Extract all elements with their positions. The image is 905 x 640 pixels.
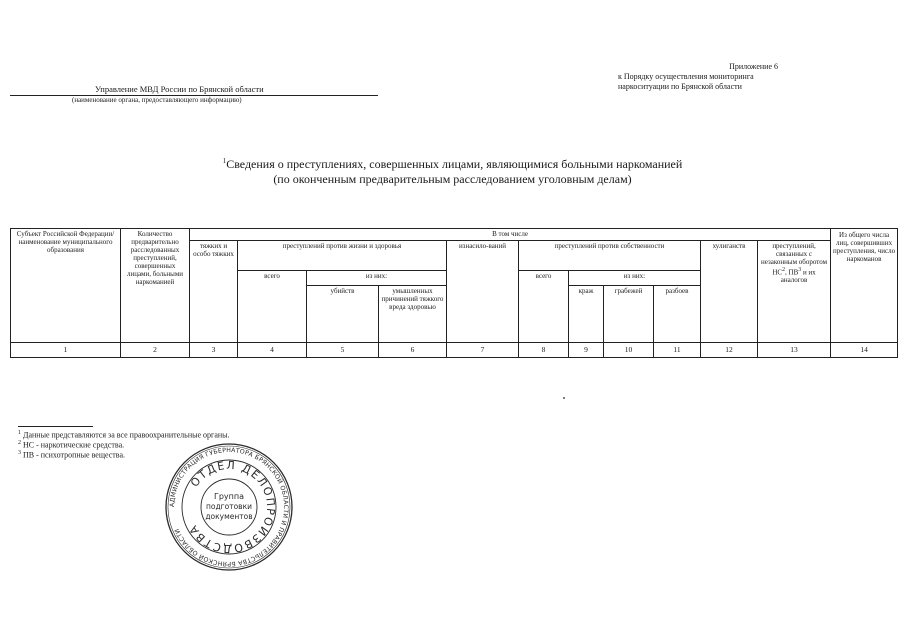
column-number: 7	[447, 342, 519, 357]
title-line-2: (по оконченным предварительным расследованием уголовным делам)	[273, 172, 632, 186]
column-number: 5	[307, 342, 379, 357]
drug-related-text-3: и их аналогов	[780, 268, 816, 285]
column-number: 14	[831, 342, 898, 357]
appendix-number: Приложение 6	[729, 62, 778, 71]
appendix-block	[618, 62, 798, 92]
header-rape: изнасило-ваний	[447, 240, 519, 342]
drug-related-text-2: , ПВ	[785, 268, 799, 277]
header-count: Количество предварительно расследованных преступлений, совершенных лицами, больными наркоманией	[121, 229, 190, 343]
header-property-of-them: из них:	[569, 271, 701, 286]
footnote-text: НС - наркотические средства.	[23, 440, 125, 450]
column-number: 6	[379, 342, 447, 357]
header-including: В том числе	[190, 229, 831, 241]
header-life-total: всего	[238, 271, 307, 343]
column-number: 9	[569, 342, 604, 357]
footnote-mark: 1	[18, 430, 21, 436]
stamp-outer-textpath: АДМИНИСТРАЦИЯ ГУБЕРНАТОРА БРЯНСКОЙ ОБЛАСТИ И ПРАВИТЕЛЬСТВА БРЯНСКОЙ ОБЛАСТИ	[168, 446, 290, 568]
appendix-line-2: к Порядку осуществления мониторинга	[618, 72, 754, 81]
organization-name: Управление МВД России по Брянской области	[95, 84, 264, 94]
header-against-life: преступлений против жизни и здоровья	[238, 240, 447, 270]
title-footnote-mark: 1	[222, 157, 227, 165]
column-number: 10	[604, 342, 654, 357]
column-number: 4	[238, 342, 307, 357]
stamp-center-line-1: Группа	[213, 492, 245, 501]
column-number: 3	[190, 342, 238, 357]
stamp-center-line-3: документов	[205, 512, 253, 521]
document-title	[0, 154, 905, 187]
footnote-mark: 3	[18, 450, 21, 456]
column-number: 2	[121, 342, 190, 357]
drug-related-sup-1: 2	[782, 266, 786, 273]
stamp-inner-textpath: ОТДЕЛ ДЕЛОПРОИЗВОДСТВА	[186, 458, 278, 556]
title-line-1: Сведения о преступлениях, совершенных лицами, являющимися больными наркоманией	[226, 157, 683, 171]
footnote-text: ПВ - психотропные вещества.	[23, 450, 126, 460]
footnote-mark: 2	[18, 440, 21, 446]
header-life-of-them: из них:	[307, 271, 447, 286]
footnote-3	[18, 448, 125, 461]
column-number: 12	[701, 342, 758, 357]
column-number: 11	[654, 342, 701, 357]
scan-speck	[563, 397, 565, 399]
header-robberies: грабежей	[604, 286, 654, 342]
drug-related-sup-2: 3	[798, 266, 802, 273]
header-against-property: преступлений против собственности	[519, 240, 701, 270]
statistics-table	[10, 228, 898, 358]
footnote-text: Данные представляются за все правоохранительные органы.	[23, 430, 230, 440]
header-murders: убийств	[307, 286, 379, 342]
header-assaults: разбоев	[654, 286, 701, 342]
drug-related-text: преступлений, связанных с незаконным оборотом НС	[761, 241, 828, 277]
stamp-center-line-2: подготовки	[206, 502, 252, 511]
header-hooliganism: хулиганств	[701, 240, 758, 342]
header-grievous-harm: умышленных причинений тяжкого вреда здоровью	[379, 286, 447, 342]
official-stamp	[164, 442, 294, 572]
column-number: 13	[758, 342, 831, 357]
column-number: 8	[519, 342, 569, 357]
header-of-total: Из общего числа лиц, совершивших преступления, число наркоманов	[831, 229, 898, 343]
column-number: 1	[11, 342, 121, 357]
header-subject: Субъект Российской Федерации/ наименование муниципального образования	[11, 229, 121, 343]
footnote-separator	[18, 426, 93, 427]
column-numbers-row	[11, 342, 898, 357]
organization-caption: (наименование органа, предоставляющего информацию)	[72, 96, 242, 104]
header-grave-crimes: тяжких и особо тяжких	[190, 240, 238, 342]
appendix-line-3: наркоситуации по Брянской области	[618, 82, 742, 91]
header-property-total: всего	[519, 271, 569, 343]
header-thefts: краж	[569, 286, 604, 342]
header-drug-related	[758, 240, 831, 342]
